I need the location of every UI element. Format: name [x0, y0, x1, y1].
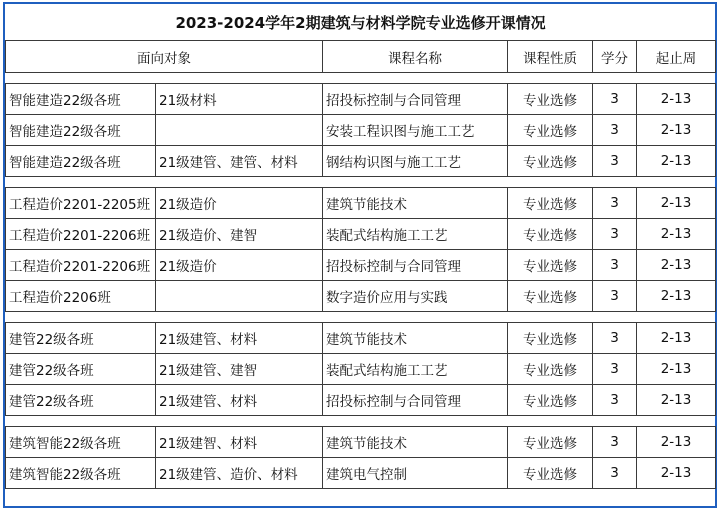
cell-target-cohort: 21级建智、材料	[156, 427, 323, 458]
cell-target-class: 建管22级各班	[6, 385, 156, 416]
cell-credit: 3	[593, 427, 637, 458]
cell-target-cohort: 21级建管、建智	[156, 354, 323, 385]
cell-credit: 3	[593, 146, 637, 177]
separator-cell	[6, 73, 716, 84]
cell-weeks: 2-13	[637, 146, 716, 177]
cell-course-name: 招投标控制与合同管理	[323, 84, 508, 115]
cell-target-class: 建筑智能22级各班	[6, 427, 156, 458]
cell-weeks: 2-13	[637, 219, 716, 250]
separator-cell	[6, 177, 716, 188]
cell-target-cohort: 21级造价、建智	[156, 219, 323, 250]
cell-target-class: 建筑智能22级各班	[6, 458, 156, 489]
table-row	[6, 115, 716, 146]
cell-target-class: 工程造价2201-2206班	[6, 219, 156, 250]
table-title: 2023-2024学年2期建筑与材料学院专业选修开课情况	[6, 4, 716, 41]
course-table	[5, 4, 716, 489]
cell-course-nature: 专业选修	[508, 427, 593, 458]
group-separator	[6, 312, 716, 323]
cell-weeks: 2-13	[637, 458, 716, 489]
header-course: 课程名称	[323, 41, 508, 73]
cell-course-name: 招投标控制与合同管理	[323, 250, 508, 281]
cell-credit: 3	[593, 354, 637, 385]
cell-course-nature: 专业选修	[508, 250, 593, 281]
cell-target-cohort	[156, 281, 323, 312]
table-row	[6, 281, 716, 312]
cell-course-name: 数字造价应用与实践	[323, 281, 508, 312]
cell-credit: 3	[593, 385, 637, 416]
cell-credit: 3	[593, 323, 637, 354]
cell-course-name: 装配式结构施工工艺	[323, 354, 508, 385]
cell-course-nature: 专业选修	[508, 146, 593, 177]
table-row	[6, 84, 716, 115]
cell-weeks: 2-13	[637, 354, 716, 385]
cell-course-name: 安装工程识图与施工工艺	[323, 115, 508, 146]
cell-course-name: 招投标控制与合同管理	[323, 385, 508, 416]
course-table-sheet	[3, 2, 717, 508]
cell-target-class: 工程造价2206班	[6, 281, 156, 312]
group-separator	[6, 73, 716, 84]
cell-credit: 3	[593, 219, 637, 250]
cell-credit: 3	[593, 84, 637, 115]
table-row	[6, 323, 716, 354]
cell-target-cohort: 21级建管、材料	[156, 385, 323, 416]
cell-course-nature: 专业选修	[508, 323, 593, 354]
cell-course-nature: 专业选修	[508, 281, 593, 312]
header-credit: 学分	[593, 41, 637, 73]
cell-target-cohort: 21级造价	[156, 250, 323, 281]
header-weeks: 起止周	[637, 41, 716, 73]
cell-target-class: 建管22级各班	[6, 323, 156, 354]
cell-weeks: 2-13	[637, 84, 716, 115]
cell-course-name: 建筑节能技术	[323, 323, 508, 354]
cell-weeks: 2-13	[637, 323, 716, 354]
cell-course-name: 装配式结构施工工艺	[323, 219, 508, 250]
table-row	[6, 427, 716, 458]
cell-course-nature: 专业选修	[508, 354, 593, 385]
title-row	[6, 4, 716, 41]
cell-target-class: 建管22级各班	[6, 354, 156, 385]
cell-target-class: 智能建造22级各班	[6, 146, 156, 177]
cell-weeks: 2-13	[637, 385, 716, 416]
header-nature: 课程性质	[508, 41, 593, 73]
separator-cell	[6, 312, 716, 323]
cell-target-cohort: 21级建管、造价、材料	[156, 458, 323, 489]
cell-credit: 3	[593, 250, 637, 281]
cell-target-class: 智能建造22级各班	[6, 115, 156, 146]
cell-target-cohort	[156, 115, 323, 146]
cell-credit: 3	[593, 281, 637, 312]
cell-target-class: 工程造价2201-2206班	[6, 250, 156, 281]
cell-course-nature: 专业选修	[508, 115, 593, 146]
cell-course-nature: 专业选修	[508, 188, 593, 219]
cell-weeks: 2-13	[637, 281, 716, 312]
cell-credit: 3	[593, 188, 637, 219]
cell-weeks: 2-13	[637, 188, 716, 219]
cell-weeks: 2-13	[637, 250, 716, 281]
group-separator	[6, 177, 716, 188]
cell-target-cohort: 21级建管、材料	[156, 323, 323, 354]
table-row	[6, 458, 716, 489]
table-row	[6, 385, 716, 416]
cell-course-name: 建筑节能技术	[323, 427, 508, 458]
table-row	[6, 219, 716, 250]
cell-course-name: 建筑节能技术	[323, 188, 508, 219]
cell-target-cohort: 21级材料	[156, 84, 323, 115]
cell-course-nature: 专业选修	[508, 84, 593, 115]
cell-course-nature: 专业选修	[508, 458, 593, 489]
header-row	[6, 41, 716, 73]
separator-cell	[6, 416, 716, 427]
table-row	[6, 188, 716, 219]
cell-course-name: 建筑电气控制	[323, 458, 508, 489]
cell-target-class: 工程造价2201-2205班	[6, 188, 156, 219]
group-separator	[6, 416, 716, 427]
cell-target-cohort: 21级建管、建管、材料	[156, 146, 323, 177]
cell-target-class: 智能建造22级各班	[6, 84, 156, 115]
cell-course-name: 钢结构识图与施工工艺	[323, 146, 508, 177]
cell-weeks: 2-13	[637, 115, 716, 146]
cell-course-nature: 专业选修	[508, 219, 593, 250]
table-row	[6, 146, 716, 177]
cell-credit: 3	[593, 458, 637, 489]
cell-course-nature: 专业选修	[508, 385, 593, 416]
table-row	[6, 250, 716, 281]
header-target: 面向对象	[6, 41, 323, 73]
table-row	[6, 354, 716, 385]
cell-weeks: 2-13	[637, 427, 716, 458]
cell-credit: 3	[593, 115, 637, 146]
cell-target-cohort: 21级造价	[156, 188, 323, 219]
